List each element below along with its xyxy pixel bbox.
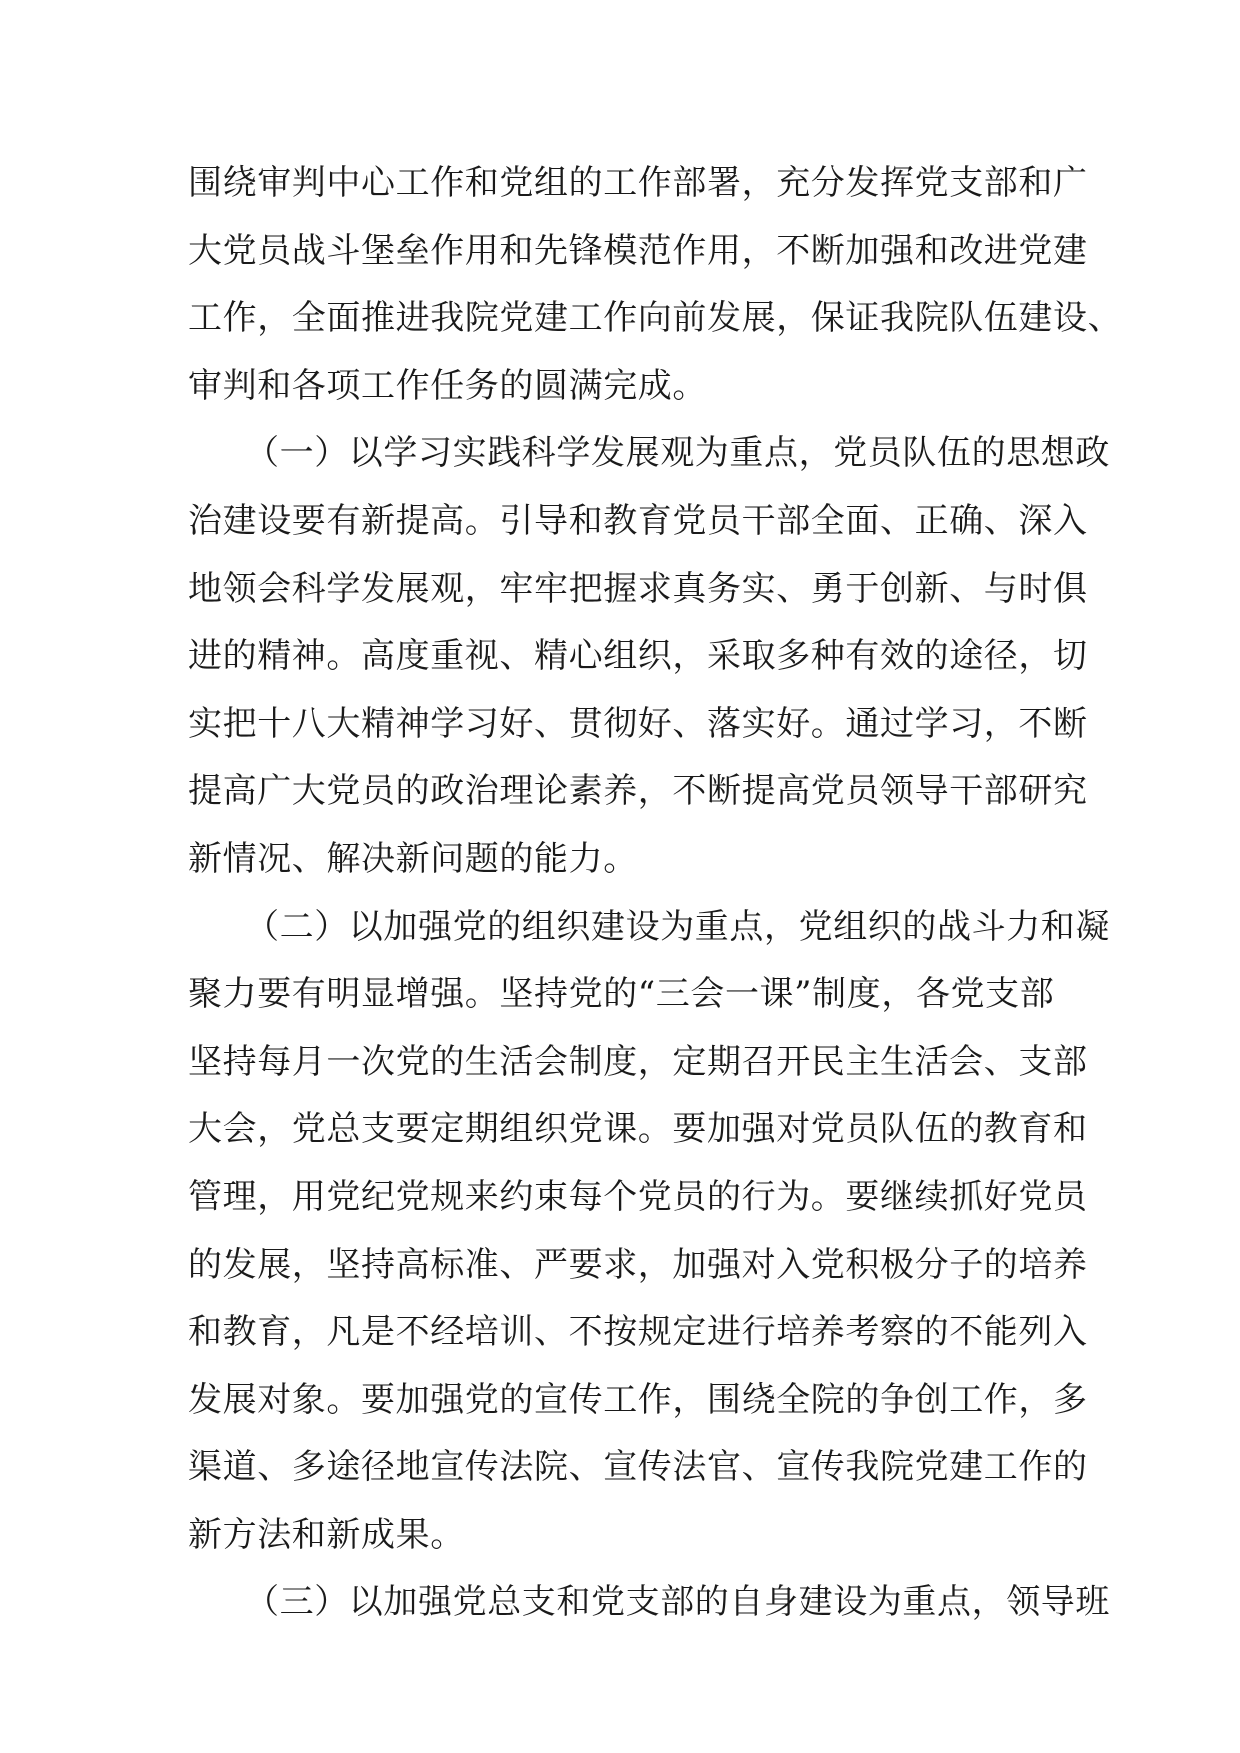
text-line: 坚持每月一次党的生活会制度，定期召开民主生活会、支部	[188, 1041, 1088, 1082]
text-line: 管理，用党纪党规来约束每个党员的行为。要继续抓好党员	[188, 1176, 1088, 1217]
text-line: 提高广大党员的政治理论素养，不断提高党员领导干部研究	[188, 771, 1088, 812]
text-line: 和教育，凡是不经培训、不按规定进行培养考察的不能列入	[188, 1312, 1088, 1353]
text-line: （一）以学习实践科学发展观为重点，党员队伍的思想政	[245, 433, 1110, 474]
text-line: 渠道、多途径地宣传法院、宣传法官、宣传我院党建工作的	[188, 1447, 1088, 1488]
paragraph-1	[188, 150, 1123, 420]
text-line: 聚力要有明显增强。坚持党的“三会一课”制度，各党支部	[188, 974, 1055, 1015]
text-line: （三）以加强党总支和党支部的自身建设为重点，领导班	[245, 1582, 1110, 1623]
paragraph-3	[188, 894, 1110, 1570]
text-line: 审判和各项工作任务的圆满完成。	[188, 365, 707, 406]
text-line: 治建设要有新提高。引导和教育党员干部全面、正确、深入	[188, 500, 1088, 541]
text-line: 大党员战斗堡垒作用和先锋模范作用，不断加强和改进党建	[188, 230, 1088, 271]
text-line: 进的精神。高度重视、精心组织，采取多种有效的途径，切	[188, 636, 1088, 677]
text-line: 围绕审判中心工作和党组的工作部署，充分发挥党支部和广	[188, 163, 1088, 203]
paragraph-2	[188, 420, 1110, 893]
document-body	[188, 150, 1123, 1637]
text-line: 的发展，坚持高标准、严要求，加强对入党积极分子的培养	[188, 1244, 1088, 1285]
text-line: 大会，党总支要定期组织党课。要加强对党员队伍的教育和	[188, 1109, 1088, 1150]
text-line: 发展对象。要加强党的宣传工作，围绕全院的争创工作，多	[188, 1379, 1088, 1420]
paragraph-4	[188, 1569, 1110, 1637]
text-line: 新方法和新成果。	[188, 1514, 465, 1555]
text-line: 工作，全面推进我院党建工作向前发展，保证我院队伍建设、	[188, 298, 1123, 339]
text-line: （二）以加强党的组织建设为重点，党组织的战斗力和凝	[245, 906, 1110, 947]
text-line: 实把十八大精神学习好、贯彻好、落实好。通过学习，不断	[188, 703, 1088, 744]
text-line: 新情况、解决新问题的能力。	[188, 838, 638, 879]
text-line: 地领会科学发展观，牢牢把握求真务实、勇于创新、与时俱	[188, 568, 1088, 609]
